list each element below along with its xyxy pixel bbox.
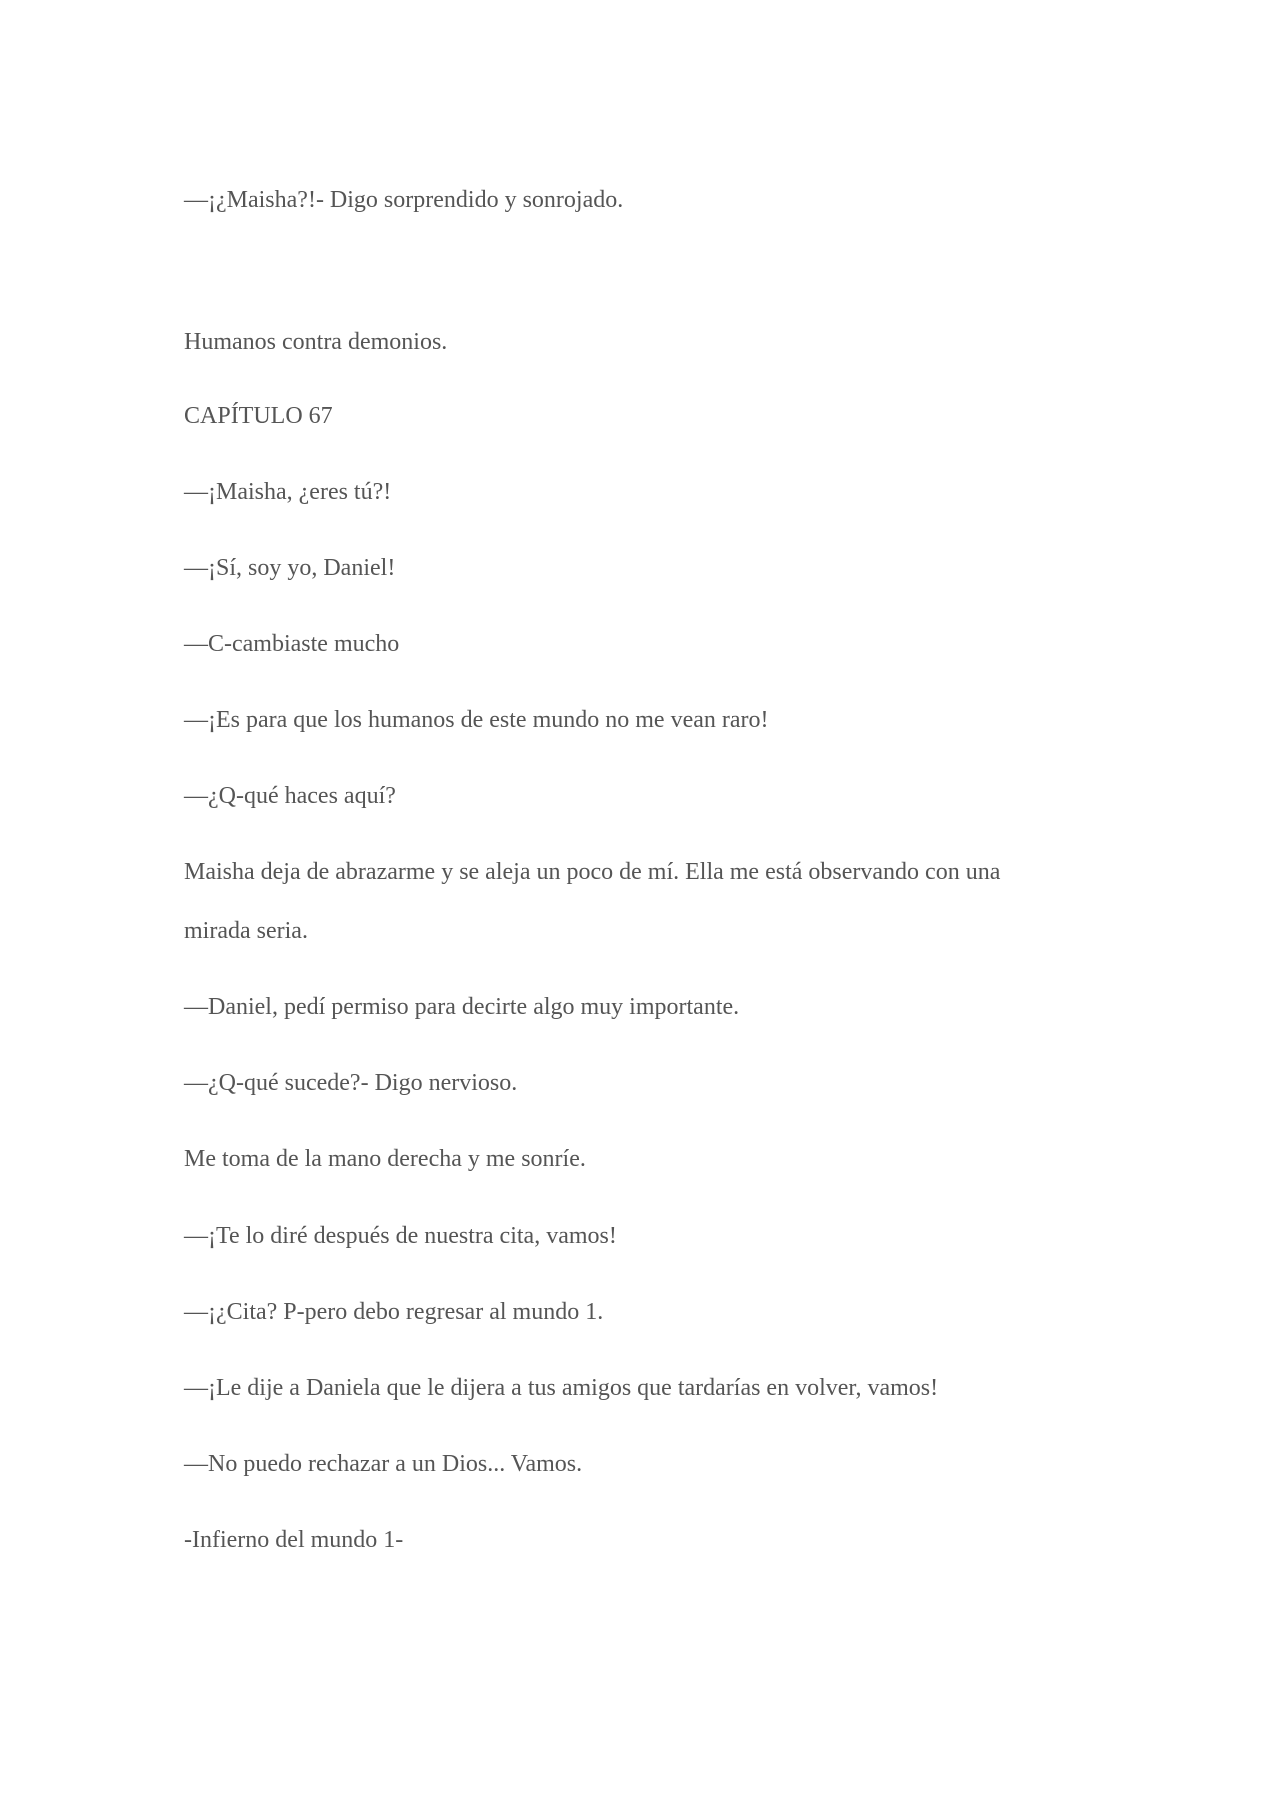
narration-line: Me toma de la mano derecha y me sonríe. [184,1146,586,1172]
dialogue-line: —¡Te lo diré después de nuestra cita, vamos! [184,1223,617,1249]
dialogue-line: —¿Q-qué haces aquí? [184,783,396,809]
dialogue-line: —¡Le dije a Daniela que le dijera a tus amigos que tardarías en volver, vamos! [184,1375,939,1401]
dialogue-line: —¡¿Maisha?!- Digo sorprendido y sonrojado. [184,187,624,213]
scene-heading: -Infierno del mundo 1- [184,1527,404,1553]
dialogue-line: —Daniel, pedí permiso para decirte algo muy importante. [184,994,740,1020]
dialogue-line: —No puedo rechazar a un Dios... Vamos. [184,1451,583,1477]
narration-line: Maisha deja de abrazarme y se aleja un poco de mí. Ella me está observando con una [184,859,1001,885]
dialogue-line: —C-cambiaste mucho [184,631,400,657]
chapter-heading: CAPÍTULO 67 [184,403,333,429]
dialogue-line: —¡Sí, soy yo, Daniel! [184,555,396,581]
dialogue-line: —¡Es para que los humanos de este mundo no me vean raro! [184,707,769,733]
narration-line: mirada seria. [184,918,308,944]
dialogue-line: —¡¿Cita? P-pero debo regresar al mundo 1. [184,1299,604,1325]
dialogue-line: —¿Q-qué sucede?- Digo nervioso. [184,1070,518,1096]
book-title: Humanos contra demonios. [184,329,448,355]
dialogue-line: —¡Maisha, ¿eres tú?! [184,479,392,505]
